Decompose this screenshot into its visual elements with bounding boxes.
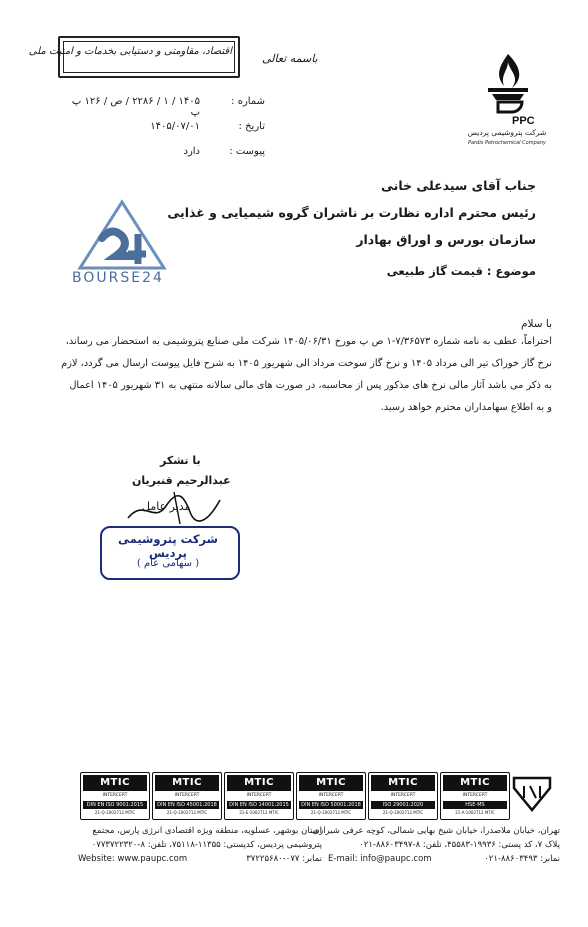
subject-line: موضوع : قیمت گاز طبیعی (386, 264, 536, 278)
body-line: احتراماً، عطف به نامه شماره ۷/۳۶۵۷۳-۱ ص پ مورخ ۱۴۰۵/۰۶/۳۱ شرکت ملی صنایع پتروشیمی به استحضار می رساند، (65, 336, 552, 347)
letter-number-label: شماره : (231, 96, 265, 107)
bushehr-fax: نمابر: ۰۷۷-۳۷۲۲۵۶۸۰ (246, 854, 322, 864)
certificate-badge (152, 772, 222, 820)
watermark-text: BOURSE24 (72, 270, 164, 286)
cert-standard: DIN EN ISO 45001:2018 (155, 801, 219, 809)
cert-brand: MTIC (443, 775, 507, 791)
cert-code: 21-Q-1002712 MTIC (310, 810, 352, 815)
certificate-badge (296, 772, 366, 820)
logo-text: PPC (512, 115, 535, 127)
certificate-badge (368, 772, 438, 820)
letter-number-value: ۱۴۰۵ / ۱ / ۲۲۸۶ / ص / ۱۲۶ پ پ (71, 96, 200, 118)
letter-date-value: ۱۴۰۵/۰۷/۰۱ (150, 121, 200, 132)
cert-code: 21-Q-1002712 MTIC (382, 810, 424, 815)
website-address: Website: www.paupc.com (78, 854, 188, 864)
cert-brand: MTIC (83, 775, 147, 791)
stamp-company-type: ( سهامی عام ) (136, 558, 200, 569)
tehran-fax: نمابر: ۸۸۶۰۳۴۹۳-۰۲۱ (484, 854, 560, 864)
motto-text: اقتصاد، مقاومتی و دستیابی بخدمات و امنیت ملی (28, 46, 232, 57)
company-logo (468, 48, 548, 128)
cert-standard: DIN EN ISO 14001:2015 (227, 801, 291, 809)
cert-code: 21-Q-1002712 MTIC (94, 810, 136, 815)
body-line: به ذکر می باشد آثار مالی نرخ های مذکور پس از محاسبه، در صورت های مالی سالانه منتهی به ۳۱ شهریور ۱۴۰۵ اعمال (69, 380, 552, 391)
cert-standard: HSE-MS (443, 801, 507, 809)
addressee-title: رئیس محترم اداره نظارت بر ناشران گروه شیمیایی و غذایی (167, 205, 536, 220)
cert-sub: INTERCERT (462, 793, 488, 798)
certificate-badge (224, 772, 294, 820)
cert-brand: MTIC (155, 775, 219, 791)
cert-sub: INTERCERT (318, 793, 344, 798)
signatory-name: عبدالرحیم قنبریان (132, 474, 231, 487)
signatory-title: مدیر عامل (142, 500, 191, 513)
cert-brand: MTIC (299, 775, 363, 791)
cert-standard: DIN EN ISO 50001:2018 (299, 801, 363, 809)
letter-date-label: تاریخ : (238, 121, 265, 132)
addressee-name: جناب آقای سیدعلی خانی (381, 178, 536, 193)
cert-sub: INTERCERT (174, 793, 200, 798)
cert-sub: INTERCERT (246, 793, 272, 798)
attachment-label: پیوست : (229, 146, 265, 157)
cert-sub: INTERCERT (102, 793, 128, 798)
body-line: و به اطلاع سهامداران محترم خواهد رسید. (380, 402, 552, 413)
email-address: E-mail: info@paupc.com (328, 854, 432, 864)
motto-frame (28, 36, 240, 78)
stamp-company-name: شرکت پتروشیمی پردیس (118, 532, 218, 560)
greeting: با سلام (520, 318, 552, 330)
cert-code: 21-Q-1002712 MTIC (166, 810, 208, 815)
tehran-address-line: تهران، خیابان ملاصدرا، خیابان شیخ بهایی شمالی، کوچه عرفی شیرازی، (309, 826, 560, 836)
cert-code: 21-E-1002712 MTIC (239, 810, 279, 815)
iso-certification-icon (510, 774, 554, 814)
addressee-org: سازمان بورس و اوراق بهادار (356, 232, 536, 247)
bismillah: باسمه تعالی (262, 52, 318, 65)
certificate-badge (80, 772, 150, 820)
cert-sub: INTERCERT (390, 793, 416, 798)
company-name-en: Pardis Petrochemical Company (468, 140, 546, 146)
closing: با تشکر (160, 454, 201, 467)
bushehr-address-line: پتروشیمی پردیس، کدپستی: ۱۱۳۵۵-۷۵۱۱۸، تلفن: ۸-۰۷۷۳۷۲۲۳۲۰ (91, 840, 322, 850)
body-line: نرخ گاز خوراک تیر الی مرداد ۱۴۰۵ و نرخ گاز سوخت مرداد الی شهریور ۱۴۰۵ به شرح فایل پیوست ارسال می گردد، لازم (61, 358, 552, 369)
cert-standard: DIN EN ISO 9001:2015 (83, 801, 147, 809)
cert-brand: MTIC (227, 775, 291, 791)
company-name-fa: شرکت پتروشیمی پردیس (467, 128, 547, 137)
certificate-badge (440, 772, 510, 820)
bushehr-address-line: استان بوشهر، عسلویه، منطقه ویژه اقتصادی انرژی پارس، مجتمع (92, 826, 322, 836)
cert-code: 21-A-1002712 MTIC (455, 810, 495, 815)
attachment-value: دارد (183, 146, 200, 157)
bourse24-logo-icon (72, 198, 172, 278)
tehran-address-line: پلاک ۷، کد پستی: ۱۹۹۳۶-۴۵۵۸۳، تلفن: ۸-۸۸۶۰۳۴۹۷-۰۲۱ (359, 840, 560, 850)
cert-brand: MTIC (371, 775, 435, 791)
cert-standard: ISO 29001:2020 (371, 801, 435, 809)
